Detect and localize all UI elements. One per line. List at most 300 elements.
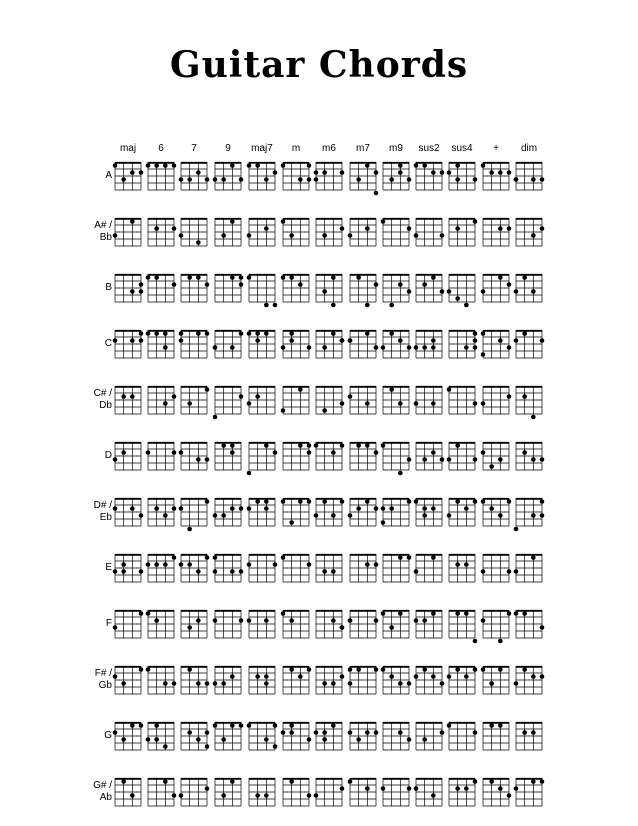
finger-dot (340, 170, 345, 175)
finger-dot (356, 177, 361, 182)
finger-dot (507, 793, 512, 798)
chord-diagram-grid (383, 778, 409, 806)
chord-diagram (516, 778, 542, 806)
finger-dot (264, 499, 269, 504)
finger-dot (389, 506, 394, 511)
finger-dot (196, 618, 201, 623)
finger-dot (113, 730, 118, 735)
finger-dot (422, 282, 427, 287)
finger-dot (431, 170, 436, 175)
finger-dot (196, 737, 201, 742)
finger-dot (422, 345, 427, 350)
finger-dot (374, 345, 379, 350)
finger-dot (507, 345, 512, 350)
chord-diagram-grid (115, 722, 141, 750)
finger-dot (213, 555, 218, 560)
chord-diagram-grid (449, 330, 475, 358)
chord-diagram (350, 330, 376, 358)
finger-dot (139, 569, 144, 574)
chord-diagram (115, 218, 141, 246)
finger-dot (455, 667, 460, 672)
chord-type-6: m6 (322, 143, 336, 154)
finger-dot (507, 611, 512, 616)
root-label-line: B (105, 282, 112, 293)
finger-dot (348, 779, 353, 784)
chord-diagram (449, 162, 475, 190)
finger-dot (205, 555, 210, 560)
chord-diagram-grid (115, 330, 141, 358)
finger-dot (121, 562, 126, 567)
chord-diagram (215, 666, 241, 694)
finger-dot (473, 338, 478, 343)
finger-dot (381, 786, 386, 791)
chord-diagram-grid (283, 722, 309, 750)
chord-diagram-grid (383, 554, 409, 582)
chord-diagram-grid (316, 722, 342, 750)
finger-dot (522, 611, 527, 616)
chord-diagram-grid (249, 778, 275, 806)
finger-dot (447, 289, 452, 294)
chord-diagram (350, 778, 376, 806)
finger-dot (154, 562, 159, 567)
chord-diagram-grid (249, 274, 275, 302)
finger-dot (464, 345, 469, 350)
finger-dot (455, 163, 460, 168)
chord-diagram (350, 442, 376, 470)
finger-dot (514, 338, 519, 343)
finger-dot (331, 681, 336, 686)
finger-dot (221, 681, 226, 686)
finger-dot (431, 555, 436, 560)
finger-dot (407, 177, 412, 182)
finger-dot (146, 611, 151, 616)
finger-dot (163, 779, 168, 784)
finger-dot (522, 275, 527, 280)
chord-diagram-grid (483, 162, 509, 190)
finger-dot (322, 737, 327, 742)
finger-dot (172, 394, 177, 399)
finger-dot (314, 513, 319, 518)
finger-dot (179, 233, 184, 238)
chord-diagram (449, 330, 475, 358)
finger-dot (365, 443, 370, 448)
chord-diagram-grid (483, 330, 509, 358)
finger-dot (331, 569, 336, 574)
chord-diagram-grid (316, 498, 342, 526)
finger-dot (540, 513, 545, 518)
finger-dot (163, 401, 168, 406)
chord-diagram (350, 386, 376, 414)
finger-dot (239, 282, 244, 287)
finger-dot (230, 506, 235, 511)
finger-dot (314, 170, 319, 175)
finger-dot (139, 513, 144, 518)
finger-dot (281, 555, 286, 560)
chord-diagram (316, 610, 342, 638)
finger-dot (473, 401, 478, 406)
finger-dot (255, 338, 260, 343)
chord-diagram (316, 666, 342, 694)
chord-diagram (483, 442, 509, 470)
chord-diagram (449, 274, 475, 302)
chord-diagram (483, 610, 509, 638)
root-label-line: Ab (99, 792, 112, 803)
chord-diagram (350, 554, 376, 582)
finger-dot (414, 569, 419, 574)
chord-diagram (516, 330, 542, 358)
finger-dot (230, 450, 235, 455)
finger-dot (205, 730, 210, 735)
chord-diagram (483, 218, 509, 246)
finger-dot (255, 499, 260, 504)
chord-diagram (350, 666, 376, 694)
finger-dot (307, 499, 312, 504)
finger-dot (340, 401, 345, 406)
finger-dot (314, 177, 319, 182)
chord-diagram (181, 498, 207, 526)
finger-dot (507, 170, 512, 175)
finger-dot (172, 226, 177, 231)
finger-dot (473, 177, 478, 182)
finger-dot (264, 618, 269, 623)
chord-diagram (516, 218, 542, 246)
finger-dot (431, 793, 436, 798)
chord-diagram (316, 162, 342, 190)
chord-diagram (383, 722, 409, 750)
finger-dot (398, 282, 403, 287)
root-label (76, 730, 112, 742)
chord-diagram (383, 218, 409, 246)
chord-diagram (416, 610, 442, 638)
finger-dot (130, 289, 135, 294)
finger-dot (473, 779, 478, 784)
root-label (76, 170, 112, 182)
finger-dot (213, 723, 218, 728)
finger-dot (398, 611, 403, 616)
chord-diagram-grid (516, 162, 542, 190)
finger-dot (247, 401, 252, 406)
chord-diagram (516, 162, 542, 190)
chord-diagram-grid (283, 610, 309, 638)
chord-diagram-grid (516, 274, 542, 302)
chord-diagram (416, 162, 442, 190)
finger-dot (447, 513, 452, 518)
finger-dot (130, 506, 135, 511)
finger-dot (481, 450, 486, 455)
finger-dot (422, 457, 427, 462)
finger-dot (221, 793, 226, 798)
finger-dot (273, 723, 278, 728)
chord-type-2: 7 (191, 143, 197, 154)
finger-dot (154, 506, 159, 511)
chord-diagram (148, 610, 174, 638)
chord-diagram (416, 218, 442, 246)
finger-dot (507, 499, 512, 504)
finger-dot (422, 506, 427, 511)
finger-dot (464, 303, 469, 308)
chord-diagram-grid (483, 666, 509, 694)
finger-dot (322, 170, 327, 175)
finger-dot (507, 226, 512, 231)
finger-dot (139, 170, 144, 175)
chord-diagram (350, 498, 376, 526)
chord-diagram-grid (181, 162, 207, 190)
chord-diagram (449, 778, 475, 806)
chord-diagram (316, 330, 342, 358)
chord-diagram-grid (449, 666, 475, 694)
chord-diagram-grid (416, 162, 442, 190)
finger-dot (422, 513, 427, 518)
chord-diagram (350, 722, 376, 750)
finger-dot (154, 163, 159, 168)
finger-dot (247, 331, 252, 336)
finger-dot (196, 275, 201, 280)
finger-dot (540, 625, 545, 630)
finger-dot (213, 618, 218, 623)
chord-diagram-grid (181, 274, 207, 302)
finger-dot (447, 723, 452, 728)
chord-diagram (416, 498, 442, 526)
finger-dot (489, 506, 494, 511)
chord-diagram (316, 498, 342, 526)
finger-dot (113, 506, 118, 511)
finger-dot (221, 233, 226, 238)
finger-dot (314, 730, 319, 735)
finger-dot (489, 779, 494, 784)
chord-diagram-grid (350, 498, 376, 526)
chord-diagram (148, 330, 174, 358)
finger-dot (247, 506, 252, 511)
chord-diagram (249, 218, 275, 246)
chord-diagram-grid (181, 778, 207, 806)
finger-dot (273, 303, 278, 308)
chord-diagram (316, 274, 342, 302)
finger-dot (146, 450, 151, 455)
finger-dot (163, 744, 168, 749)
finger-dot (172, 450, 177, 455)
finger-dot (381, 520, 386, 525)
finger-dot (139, 289, 144, 294)
finger-dot (255, 394, 260, 399)
finger-dot (414, 786, 419, 791)
chord-diagram (215, 330, 241, 358)
finger-dot (264, 331, 269, 336)
chord-diagram (449, 442, 475, 470)
chord-diagram-grid (283, 386, 309, 414)
finger-dot (154, 275, 159, 280)
finger-dot (146, 667, 151, 672)
finger-dot (298, 387, 303, 392)
chord-diagram (115, 498, 141, 526)
finger-dot (331, 618, 336, 623)
chord-diagram-grid (148, 330, 174, 358)
chord-diagram (148, 386, 174, 414)
chord-diagram (383, 778, 409, 806)
finger-dot (213, 681, 218, 686)
chord-diagram (383, 498, 409, 526)
chord-diagram (148, 498, 174, 526)
finger-dot (540, 338, 545, 343)
finger-dot (381, 345, 386, 350)
chord-diagram (148, 442, 174, 470)
finger-dot (298, 674, 303, 679)
chord-diagram (449, 218, 475, 246)
chord-diagram (249, 498, 275, 526)
chord-diagram (449, 498, 475, 526)
finger-dot (130, 723, 135, 728)
finger-dot (264, 177, 269, 182)
finger-dot (407, 737, 412, 742)
finger-dot (281, 275, 286, 280)
finger-dot (455, 226, 460, 231)
chord-diagram-grid (483, 218, 509, 246)
finger-dot (230, 163, 235, 168)
finger-dot (154, 226, 159, 231)
chord-diagram (181, 666, 207, 694)
finger-dot (431, 338, 436, 343)
chord-diagram-grid (449, 442, 475, 470)
chord-diagram-grid (283, 274, 309, 302)
finger-dot (179, 450, 184, 455)
finger-dot (264, 681, 269, 686)
finger-dot (498, 457, 503, 462)
chord-diagram (449, 666, 475, 694)
finger-dot (340, 338, 345, 343)
root-label-line: D# / (93, 500, 112, 511)
chord-diagram (383, 330, 409, 358)
chord-diagram-grid (181, 330, 207, 358)
finger-dot (307, 163, 312, 168)
chord-diagram-grid (115, 274, 141, 302)
finger-dot (322, 499, 327, 504)
chord-diagram-grid (283, 330, 309, 358)
chord-diagram-grid (516, 554, 542, 582)
finger-dot (356, 506, 361, 511)
chord-diagram (283, 666, 309, 694)
chord-diagram-grid (449, 610, 475, 638)
chord-diagram (483, 498, 509, 526)
finger-dot (540, 177, 545, 182)
finger-dot (230, 275, 235, 280)
finger-dot (473, 219, 478, 224)
finger-dot (381, 667, 386, 672)
chord-diagram-grid (249, 722, 275, 750)
finger-dot (398, 338, 403, 343)
finger-dot (414, 618, 419, 623)
finger-dot (440, 681, 445, 686)
chord-diagram-grid (215, 498, 241, 526)
finger-dot (289, 233, 294, 238)
finger-dot (187, 401, 192, 406)
chord-diagram-grid (350, 386, 376, 414)
chord-diagram (115, 554, 141, 582)
chord-diagram (416, 778, 442, 806)
chord-diagram-grid (283, 442, 309, 470)
finger-dot (113, 233, 118, 238)
chord-diagram (483, 666, 509, 694)
chord-diagram-grid (483, 610, 509, 638)
finger-dot (172, 681, 177, 686)
root-label-line: E (105, 562, 112, 573)
finger-dot (196, 457, 201, 462)
finger-dot (407, 345, 412, 350)
finger-dot (514, 611, 519, 616)
chord-diagram (148, 722, 174, 750)
chord-type-9: sus2 (418, 143, 440, 154)
finger-dot (447, 674, 452, 679)
finger-dot (221, 177, 226, 182)
finger-dot (464, 506, 469, 511)
root-label-line: G (104, 730, 112, 741)
finger-dot (179, 506, 184, 511)
finger-dot (331, 723, 336, 728)
finger-dot (281, 730, 286, 735)
finger-dot (455, 786, 460, 791)
finger-dot (340, 625, 345, 630)
chord-diagram-grid (483, 554, 509, 582)
chord-diagram-grid (249, 442, 275, 470)
chord-diagram-grid (350, 722, 376, 750)
chord-diagram-grid (516, 386, 542, 414)
finger-dot (121, 779, 126, 784)
chord-diagram (249, 162, 275, 190)
chord-diagram-grid (383, 386, 409, 414)
chord-diagram-grid (350, 162, 376, 190)
chord-diagram-grid (316, 554, 342, 582)
chord-diagram (316, 218, 342, 246)
finger-dot (205, 282, 210, 287)
finger-dot (307, 345, 312, 350)
chord-diagram-grid (181, 666, 207, 694)
chord-diagram (181, 610, 207, 638)
finger-dot (322, 730, 327, 735)
root-label (76, 450, 112, 462)
chord-diagram (283, 778, 309, 806)
finger-dot (255, 793, 260, 798)
chord-diagram (215, 218, 241, 246)
finger-dot (531, 730, 536, 735)
finger-dot (514, 177, 519, 182)
finger-dot (389, 625, 394, 630)
finger-dot (154, 618, 159, 623)
chord-diagram (181, 386, 207, 414)
chord-diagram (148, 274, 174, 302)
finger-dot (431, 450, 436, 455)
chord-type-11: + (493, 143, 499, 154)
finger-dot (374, 667, 379, 672)
finger-dot (431, 275, 436, 280)
chord-diagram (416, 442, 442, 470)
finger-dot (130, 793, 135, 798)
finger-dot (531, 233, 536, 238)
chord-diagram-grid (516, 610, 542, 638)
finger-dot (289, 779, 294, 784)
finger-dot (221, 737, 226, 742)
chord-diagram-grid (181, 498, 207, 526)
chord-diagram-grid (350, 610, 376, 638)
chord-diagram-grid (316, 218, 342, 246)
finger-dot (455, 499, 460, 504)
finger-dot (374, 730, 379, 735)
finger-dot (139, 611, 144, 616)
finger-dot (322, 569, 327, 574)
finger-dot (340, 499, 345, 504)
finger-dot (473, 730, 478, 735)
finger-dot (239, 569, 244, 574)
root-label-line: C# / (93, 388, 112, 399)
finger-dot (264, 303, 269, 308)
finger-dot (398, 163, 403, 168)
